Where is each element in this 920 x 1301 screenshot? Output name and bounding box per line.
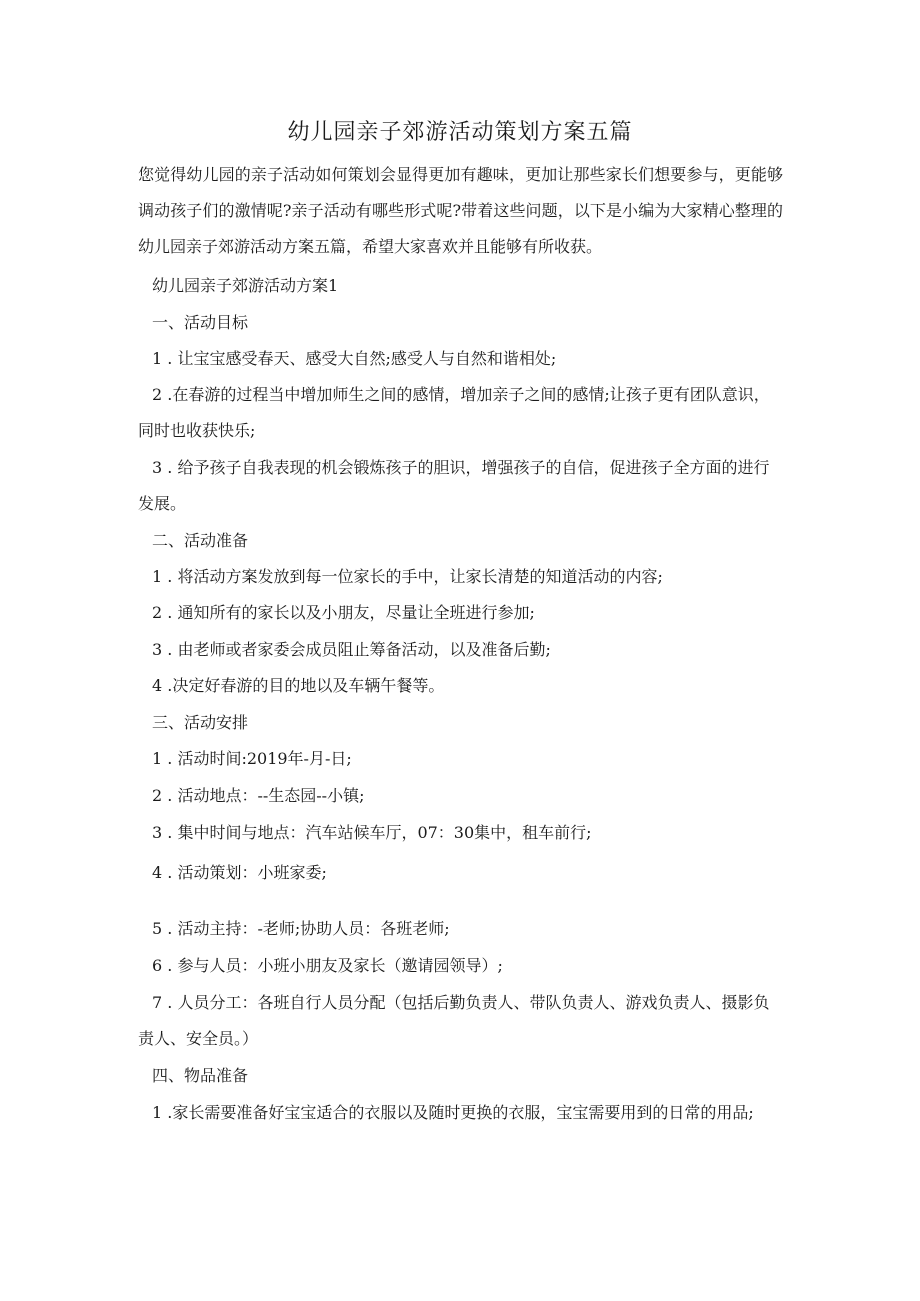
- arrange-item-4: 4 . 活动策划：小班家委;: [152, 863, 327, 882]
- document-title: 幼儿园亲子郊游活动策划方案五篇: [287, 120, 633, 145]
- prep-item-3: 3 . 由老师或者家委会成员阻止筹备活动，以及准备后勤;: [152, 640, 551, 659]
- arrange-item-1: 1 . 活动时间:2019年-月-日;: [152, 749, 352, 768]
- section-heading-goals: 一、活动目标: [152, 313, 249, 332]
- section-heading-prep: 二、活动准备: [152, 531, 249, 550]
- prep-item-4: 4 .决定好春游的目的地以及车辆午餐等。: [152, 676, 445, 695]
- prep-item-1: 1 . 将活动方案发放到每一位家长的手中，让家长清楚的知道活动的内容;: [152, 567, 663, 586]
- arrange-item-6: 6 . 参与人员：小班小朋友及家长（邀请园领导）;: [152, 956, 503, 975]
- arrange-item-3: 3 . 集中时间与地点：汽车站候车厅，07：30集中，租车前行;: [152, 823, 592, 842]
- section-heading-items: 四、物品准备: [152, 1066, 249, 1085]
- arrange-item-2: 2 . 活动地点：--生态园--小镇;: [152, 786, 365, 805]
- arrange-item-5: 5 . 活动主持：-老师;协助人员：各班老师;: [152, 919, 450, 938]
- intro-paragraph: 您觉得幼儿园的亲子活动如何策划会显得更加有趣味，更加让那些家长们想要参与，更能够调动孩子们的激情呢?亲子活动有哪些形式呢?带着这些问题，以下是小编为大家精心整理的幼儿园亲子郊游活动方案五篇，希望大家喜欢并且能够有所收获。: [138, 165, 783, 256]
- goal-item-3: 3 . 给予孩子自我表现的机会锻炼孩子的胆识，增强孩子的自信，促进孩子全方面的进行发展。: [138, 458, 770, 513]
- arrange-item-7: 7 . 人员分工：各班自行人员分配（包括后勤负责人、带队负责人、游戏负责人、摄影负责人、安全员。）: [138, 993, 770, 1048]
- section-heading-arrange: 三、活动安排: [152, 713, 249, 732]
- goal-item-2: 2 .在春游的过程当中增加师生之间的感情，增加亲子之间的感情;让孩子更有团队意识，同时也收获快乐;: [138, 385, 770, 440]
- goal-item-1: 1 . 让宝宝感受春天、感受大自然;感受人与自然和谐相处;: [152, 349, 557, 368]
- items-prep-item-1: 1 .家长需要准备好宝宝适合的衣服以及随时更换的衣服，宝宝需要用到的日常的用品;: [152, 1103, 754, 1122]
- plan-heading: 幼儿园亲子郊游活动方案1: [152, 276, 339, 295]
- prep-item-2: 2 . 通知所有的家长以及小朋友，尽量让全班进行参加;: [152, 603, 535, 622]
